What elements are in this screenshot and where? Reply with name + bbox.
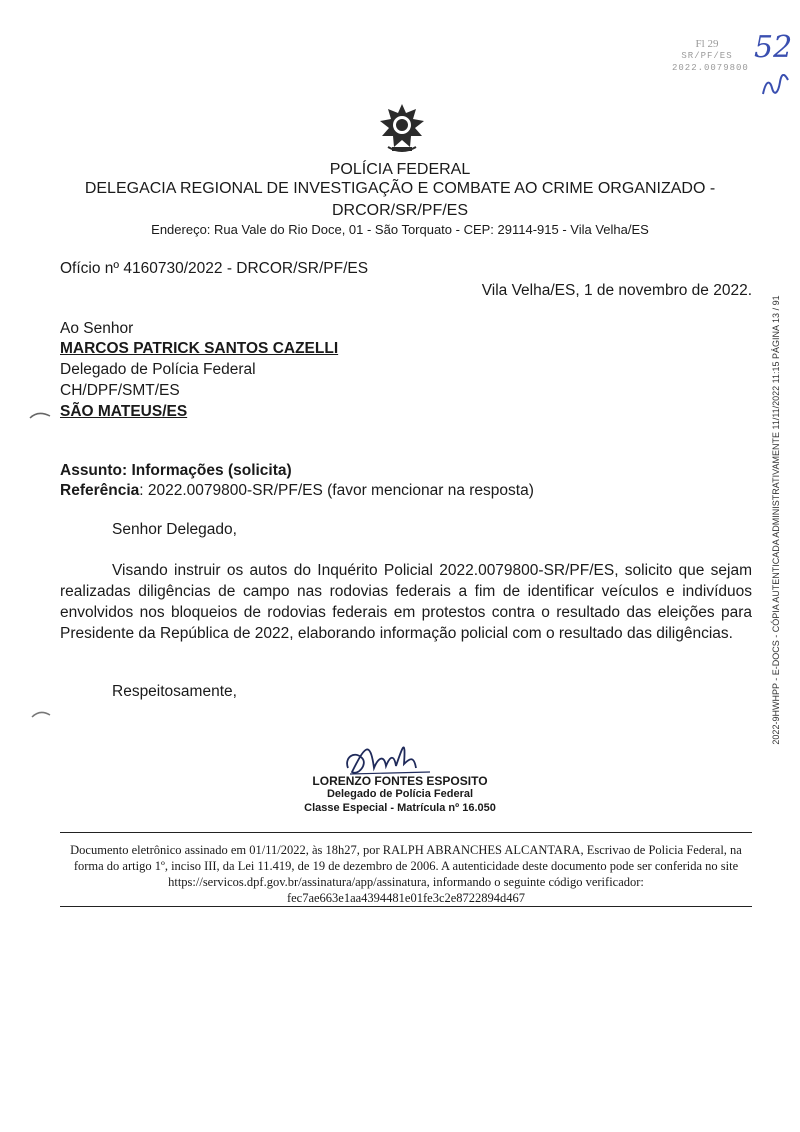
pen-mark	[28, 408, 52, 422]
signer-role: Delegado de Polícia Federal	[326, 788, 474, 800]
stamp-unit: SR/PF/ES	[681, 51, 733, 61]
handwritten-page-number: 52	[754, 30, 793, 65]
body-paragraph: Visando instruir os autos do Inquérito Policial 2022.0079800-SR/PF/ES, solicito que sejam realizadas diligências de campo nas rodovias federais a fim de identificar veículos e indivíduos envolvidos nos bloqueios de rodovias federais em protestos contra o resultado das eleições para Presidente da República de 2022, elaborando informação policial com o resultado das diligências.	[60, 562, 752, 642]
pen-mark	[30, 708, 52, 720]
handwritten-signature	[340, 728, 440, 780]
stamp-folio: Fl 29	[695, 38, 719, 50]
signer-name: LORENZO FONTES ESPOSITO	[312, 774, 488, 788]
recipient-name: MARCOS PATRICK SANTOS CAZELLI	[60, 340, 339, 357]
reference-label: Referência	[60, 482, 140, 499]
subject: Assunto: Informações (solicita)	[60, 462, 292, 479]
oficio-number: Ofício nº 4160730/2022 - DRCOR/SR/PF/ES	[60, 260, 369, 277]
recipient-unit: CH/DPF/SMT/ES	[60, 382, 180, 399]
recipient-role: Delegado de Polícia Federal	[60, 361, 256, 378]
electronic-signature-notice: Documento eletrônico assinado em 01/11/2022, às 18h27, por RALPH ABRANCHES ALCANTARA, Escrivao de Policia Federal, na forma do artigo 1º, inciso III, da Lei 11.419, de 19 de dezembro de 2006. A autenticidade deste documento pode ser conferida no site https://servicos.dpf.gov.br/assinatura/app/assinatura, informando o seguinte código verificador: fec7ae663e1aa4394481e01fe3c2e8722894d467	[70, 843, 742, 905]
recipient-city: SÃO MATEUS/ES	[60, 403, 188, 420]
reference-line	[60, 482, 534, 500]
org-line-1: POLÍCIA FEDERAL	[329, 161, 471, 178]
org-line-2: DELEGACIA REGIONAL DE INVESTIGAÇÃO E COMBATE AO CRIME ORGANIZADO -	[84, 180, 716, 197]
greeting: Senhor Delegado,	[112, 521, 237, 538]
closing: Respeitosamente,	[112, 683, 237, 700]
handwritten-mark	[760, 74, 790, 98]
footer-bottom-rule	[60, 906, 752, 907]
footer-top-rule	[60, 832, 752, 833]
org-line-3: DRCOR/SR/PF/ES	[331, 202, 468, 219]
reference-value: : 2022.0079800-SR/PF/ES (favor mencionar na resposta)	[139, 482, 534, 499]
date-line: Vila Velha/ES, 1 de novembro de 2022.	[481, 282, 752, 299]
brazil-coat-of-arms-icon	[378, 103, 426, 155]
recipient-salutation: Ao Senhor	[60, 320, 134, 337]
address: Endereço: Rua Vale do Rio Doce, 01 - São Torquato - CEP: 29114-915 - Vila Velha/ES	[151, 222, 649, 237]
signer-class: Classe Especial - Matrícula nº 16.050	[304, 802, 496, 814]
side-authentication-stamp: 2022-9HWHPP - E-DOCS - CÓPIA AUTENTICADA ADMINISTRATIVAMENTE 11/11/2022 11:15 PÁGINA 13 / 91	[771, 295, 781, 745]
stamp-reference: 2022.0079800	[672, 63, 749, 73]
registry-stamp	[672, 38, 749, 74]
